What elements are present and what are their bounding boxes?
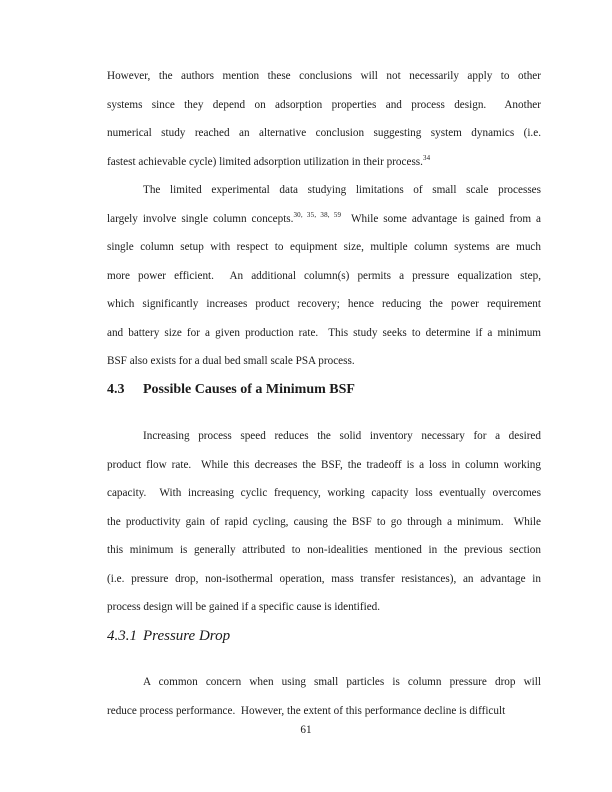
para-increasing-process-speed [107,422,541,622]
text-line [107,62,541,91]
text-line [107,593,541,622]
text-segment: However, the authors mention these conclusions will not necessarily apply to other [107,70,541,82]
text-segment: BSF also exists for a dual bed small scale PSA process. [107,355,355,367]
text-segment: which significantly increases product recovery; hence reducing the power requirement [107,298,541,310]
para-common-concern [107,668,541,725]
text-segment: capacity. With increasing cyclic frequency, working capacity loss eventually overcomes [107,487,541,499]
text-line [107,205,541,234]
subsection-heading-4-3-1 [107,622,541,651]
text-segment: The limited experimental data studying limitations of small scale processes [143,184,541,196]
text-segment: product flow rate. While this decreases the BSF, the tradeoff is a loss in column working [107,458,541,471]
heading-title: Possible Causes of a Minimum BSF [143,381,355,397]
text-line [107,479,541,508]
text-segment: systems since they depend on adsorption properties and process design. Another [107,98,541,111]
heading-title: Pressure Drop [143,627,231,644]
text-line [107,508,541,537]
text-segment: more power efficient. An additional column(s) permits a pressure equalization step, [107,269,541,282]
footnote-reference: 34 [422,154,431,162]
text-segment: Increasing process speed reduces the solid inventory necessary for a desired [143,430,541,442]
para-limited-experimental-data [107,176,541,376]
text-line [107,233,541,262]
text-line [107,176,541,205]
text-line [107,119,541,148]
text-line [107,148,541,177]
text-line [107,262,541,291]
heading-number: 4.3.1 [107,627,137,644]
text-segment: A common concern when using small particles is column pressure drop will [143,676,541,688]
text-segment: While some advantage is gained from a [341,212,541,225]
text-segment: fastest achievable cycle) limited adsorption utilization in their process. [107,155,423,168]
para-continuation [107,62,541,176]
footnote-reference: 30, 35, 38, 59 [293,211,342,219]
text-line [107,451,541,480]
text-segment: (i.e. pressure drop, non-isothermal operation, mass transfer resistances), an advantage in [107,572,541,585]
text-line [107,319,541,348]
text-line [107,668,541,697]
text-line [107,290,541,319]
text-line [107,697,541,726]
text-block [107,62,541,725]
text-line [107,422,541,451]
text-segment: reduce process performance. However, the extent of this performance decline is difficult [107,704,506,717]
section-heading-4-3 [107,376,541,405]
text-segment: the productivity gain of rapid cycling, causing the BSF to go through a minimum. While [107,515,541,528]
page-number: 61 [300,724,312,736]
heading-number: 4.3 [107,381,125,397]
text-line [107,91,541,120]
text-segment: largely involve single column concepts. [107,212,294,225]
text-segment: and battery size for a given production rate. This study seeks to determine if a minimum [107,326,541,339]
text-segment: this minimum is generally attributed to non-idealities mentioned in the previous section [107,544,541,556]
text-line [107,565,541,594]
text-line [107,347,541,376]
text-line [107,536,541,565]
text-segment: single column setup with respect to equipment size, multiple column systems are much [107,241,541,253]
text-segment: process design will be gained if a specific cause is identified. [107,601,381,613]
text-segment: numerical study reached an alternative conclusion suggesting system dynamics (i.e. [107,127,541,139]
